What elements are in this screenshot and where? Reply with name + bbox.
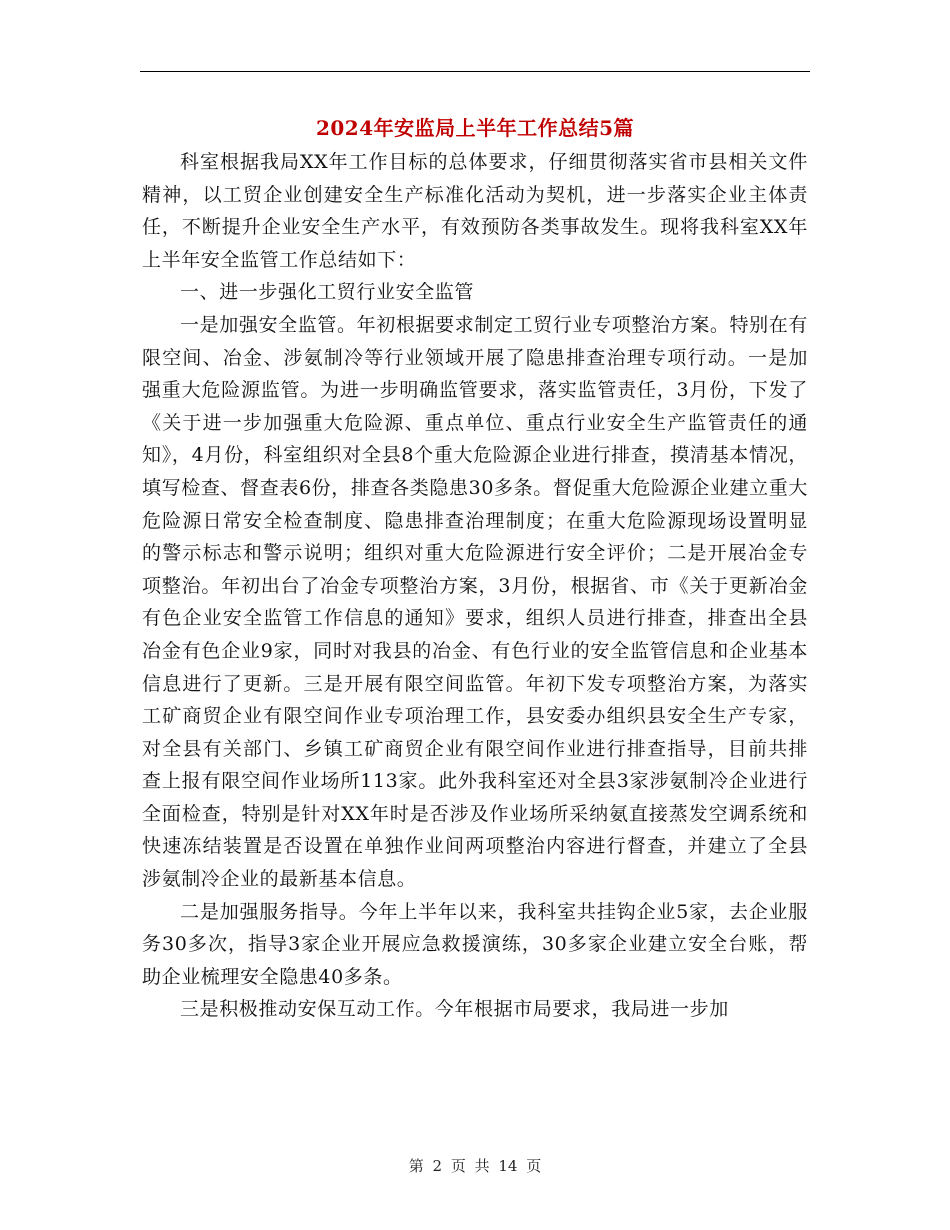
- header-rule: [140, 71, 810, 72]
- paragraph-intro: 科室根据我局XX年工作目标的总体要求，仔细贯彻落实省市县相关文件精神，以工贸企业创建安全生产标准化活动为契机，进一步落实企业主体责任，不断提升企业安全生产水平，有效预防各类事故发生。现将我科室XX年上半年安全监管工作总结如下：: [142, 151, 808, 271]
- document-body: [142, 146, 808, 1026]
- document-title: 2024年安监局上半年工作总结5篇: [315, 116, 635, 140]
- section-heading-1: 一、进一步强化工贸行业安全监管: [180, 281, 475, 304]
- paragraph-service-guidance: 二是加强服务指导。今年上半年以来，我科室共挂钩企业5家，去企业服务30多次，指导3家企业开展应急救援演练，30多家企业建立安全台账，帮助企业梳理安全隐患40多条。: [142, 900, 808, 988]
- paragraph-supervision: 一是加强安全监管。年初根据要求制定工贸行业专项整治方案。特别在有限空间、冶金、涉氨制冷等行业领域开展了隐患排查治理专项行动。一是加强重大危险源监管。为进一步明确监管要求，落实监管责任，3月份，下发了《关于进一步加强重大危险源、重点单位、重点行业安全生产监管责任的通知》，4月份，科室组织对全县8个重大危险源企业进行排查，摸清基本情况，填写检查、督查表6份，排查各类隐患30多条。督促重大危险源企业建立重大危险源日常安全检查制度、隐患排查治理制度；在重大危险源现场设置明显的警示标志和警示说明；组织对重大危险源进行安全评价；二是开展冶金专项整治。年初出台了冶金专项整治方案，3月份，根据省、市《关于更新冶金有色企业安全监管工作信息的通知》要求，组织人员进行排查，排查出全县冶金有色企业9家，同时对我县的冶金、有色行业的安全监管信息和企业基本信息进行了更新。三是开展有限空间监管。年初下发专项整治方案，为落实工矿商贸企业有限空间作业专项治理工作，县安委办组织县安全生产专家，对全县有关部门、乡镇工矿商贸企业有限空间作业进行排查指导，目前共排查上报有限空间作业场所113家。此外我科室还对全县3家涉氨制冷企业进行全面检查，特别是针对XX年时是否涉及作业场所采纳氨直接蒸发空调系统和快速冻结装置是否设置在单独作业间两项整治内容进行督查，并建立了全县涉氨制冷企业的最新基本信息。: [142, 313, 808, 891]
- page-number-footer: 第 2 页 共 14 页: [408, 1157, 542, 1175]
- paragraph-security-interaction: 三是积极推动安保互动工作。今年根据市局要求，我局进一步加: [180, 998, 729, 1021]
